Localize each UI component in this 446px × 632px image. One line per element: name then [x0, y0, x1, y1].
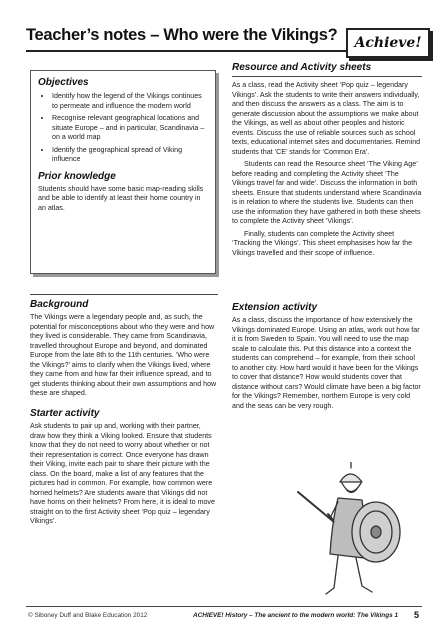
viking-warrior-illustration: [294, 462, 414, 602]
page-number: 5: [414, 610, 420, 620]
section-divider: [30, 294, 218, 295]
prior-knowledge-heading: Prior knowledge: [38, 170, 116, 182]
prior-knowledge-text: Students should have some basic map-reading skills and be able to identify at least their home country in an atlas.: [38, 184, 204, 212]
starter-section: [30, 408, 218, 527]
extension-section: [232, 302, 422, 411]
resource-section: [232, 62, 422, 258]
objectives-box: [30, 70, 216, 274]
page-title: Teacher’s notes – Who were the Vikings?: [26, 26, 338, 44]
objectives-heading: Objectives: [38, 77, 89, 88]
resource-heading: Resource and Activity sheets: [232, 62, 372, 73]
footer-series-title: ACHIEVE! History – The ancient to the modern world: The Vikings 1: [193, 612, 399, 619]
starter-text: Ask students to pair up and, working with their partner, draw how they think a Viking looked. Ensure that students know that they do not need to worry about whether or not their representation is correct. Once everyone has drawn their Viking, invite each pair to share their picture with the class. On the board, make a list of any features that the pictures had in common. For example, how common were horned helmets? Are students aware that Vikings did not have horns on their helmets? From here, it is ideal to move straight on to the first Activity sheet ‘Pop quiz – legendary Vikings’.: [30, 422, 215, 525]
extension-text: As a class, discuss the importance of how extensively the Vikings dominated Europe. Using an atlas, work out how far it is from Sweden to Spain. You will need to use the map scale to calculate this. Put this distance into a context the students can comprehend – for example, from their school to another city. How hard would it have been for the Vikings to cover that distance? How would students cover that distance without cars? Would climate have been a big factor for the Vikings? Remember, northern Europe is very cold and the seas can be very rough.: [232, 316, 421, 410]
objective-item: • Identify how the legend of the Vikings continues to permeate and influence the modern world: [52, 92, 208, 111]
achieve-badge: Achieve!: [346, 28, 430, 58]
background-heading: Background: [30, 299, 89, 310]
starter-heading: Starter activity: [30, 408, 100, 419]
footer-copyright: © Siboney Duff and Blake Education 2012: [28, 612, 148, 619]
background-section: [30, 294, 218, 399]
objectives-list: [38, 92, 208, 165]
footer-divider: [26, 606, 422, 607]
objective-item: • Recognise relevant geographical locations and situate Europe – and in particular, Scandinavia – on a world map: [52, 114, 208, 143]
objective-item: • Identify the geographical spread of Viking influence: [52, 146, 208, 165]
extension-heading: Extension activity: [232, 302, 318, 313]
resource-paragraph-3: Finally, students can complete the Activity sheet ‘Tracking the Vikings’. This sheet emphasises how far the Vikings travelled and their scope of influence.: [232, 229, 413, 257]
section-divider: [232, 76, 422, 77]
resource-paragraph-2: Students can read the Resource sheet ‘The Viking Age’ before reading and completing the Activity sheet ‘The Vikings travel far and wide’. Discuss the information in both sheets. Ensure that students understand where Scandinavia is in relation to where the students live. Students can then use the information they have gathered in both these sheets to complete the Activity sheet ‘Vikings’.: [232, 160, 422, 225]
background-text: The Vikings were a legendary people and, as such, the potential for misconceptions about who they were and how they lived is considerable. They came from Scandinavia, travelled throughout Europe and beyond, and dominated Europe from the late 8th to the 11th centuries. ‘Who were the Vikings?’ aims to clarify when the Vikings lived, where they came from and how far their influence spread, and to get students thinking about their own assumptions and how these are shaped.: [30, 313, 217, 397]
resource-paragraph-1: As a class, read the Activity sheet ‘Pop quiz – legendary Vikings’. Ask the students to write their answers individually, and then discuss the answers as a class. The aim is to generate discussion about the assumptions we make about the Vikings, as well as about other peoples and historic events. Discuss the use of reliable sources such as school texts, educational internet sites and documentaries. Remind students that ‘CE’ stands for ‘Common Era’.: [232, 81, 421, 156]
